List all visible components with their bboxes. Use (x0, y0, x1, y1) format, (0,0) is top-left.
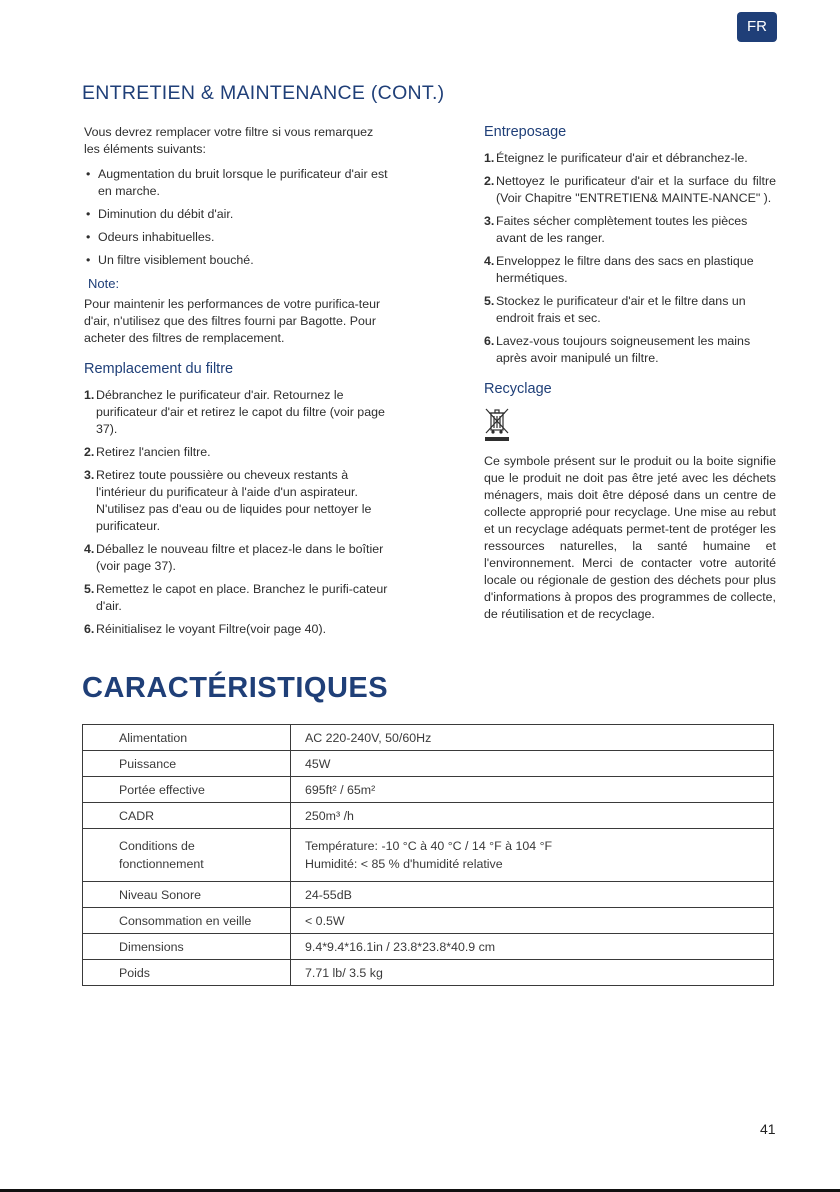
list-item: • Odeurs inhabituelles. (86, 230, 215, 244)
spec-value: 250m³ /h (291, 803, 774, 829)
table-row (83, 934, 774, 960)
spec-key: Puissance (83, 751, 291, 777)
storage-steps (484, 150, 776, 367)
list-item: 2. Retirez l'ancien filtre. (84, 445, 211, 459)
list-item: 6. Lavez-vous toujours soigneusement les mains après avoir manipulé un filtre. (484, 334, 751, 365)
replacement-title: Remplacement du filtre (84, 361, 234, 377)
left-column (84, 124, 392, 644)
spec-value: 7.71 lb/ 3.5 kg (291, 960, 774, 986)
spec-value: AC 220-240V, 50/60Hz (291, 725, 774, 751)
spec-key: Poids (83, 960, 291, 986)
recycling-title: Recyclage (484, 381, 552, 397)
spec-value: 24-55dB (291, 882, 774, 908)
spec-key: Conditions de fonctionnement (83, 829, 291, 882)
list-item: 5. Remettez le capot en place. Branchez le purifi-cateur d'air. (84, 582, 388, 613)
list-item: 4. Enveloppez le filtre dans des sacs en plastique hermétiques. (484, 254, 754, 285)
table-row (83, 829, 774, 882)
section-title: ENTRETIEN & MAINTENANCE (CONT.) (82, 82, 445, 104)
list-item: 1. Éteignez le purificateur d'air et débranchez-le. (484, 151, 748, 165)
list-item: 4. Déballez le nouveau filtre et placez-le dans le boîtier (voir page 37). (84, 542, 384, 573)
list-item: 6. Réinitialisez le voyant Filtre(voir page 40). (84, 622, 327, 636)
specs-table (82, 724, 774, 986)
right-column (484, 124, 776, 631)
list-item: 1. Débranchez le purificateur d'air. Retournez le purificateur d'air et retirez le capot du filtre (voir page 37). (84, 388, 385, 436)
spec-key: Consommation en veille (83, 908, 291, 934)
spec-value: Température: -10 °C à 40 °C / 14 °F à 104 °F Humidité: < 85 % d'humidité relative (291, 829, 774, 882)
table-row (83, 777, 774, 803)
specs-title: CARACTÉRISTIQUES (82, 672, 389, 704)
spec-value: 695ft² / 65m² (291, 777, 774, 803)
spec-value: 9.4*9.4*16.1in / 23.8*23.8*40.9 cm (291, 934, 774, 960)
spec-key: Dimensions (83, 934, 291, 960)
signs-list (84, 166, 392, 269)
table-row (83, 803, 774, 829)
list-item: • Un filtre visiblement bouché. (86, 253, 254, 267)
note-label: Note: (88, 276, 120, 291)
table-row (83, 725, 774, 751)
list-item: • Augmentation du bruit lorsque le purificateur d'air est en marche. (86, 167, 388, 198)
spec-value: < 0.5W (291, 908, 774, 934)
language-badge: FR (737, 12, 777, 42)
table-row (83, 908, 774, 934)
recycling-text: Ce symbole présent sur le produit ou la boite signifie que le produit ne doit pas être jeté avec les déchets ménagers, mais doit être déposé dans un centre de collecte approprié pour recyclage. Une mise au rebut et un recyclage adéquats permet-tent de protéger les ressources naturelles, la santé humaine et l'environnement. Merci de contacter votre autorité locale ou régionale de gestion des déchets pour plus d'informations à propos des programmes de collecte, de réutilisation et de recyclage. (484, 454, 776, 621)
list-item: 5. Stockez le purificateur d'air et le filtre dans un endroit frais et sec. (484, 294, 746, 325)
list-item: 2. Nettoyez le purificateur d'air et la surface du filtre (Voir Chapitre "ENTRETIEN& MAINTE-NANCE" ). (484, 174, 776, 205)
crossed-out-bin-icon (484, 407, 510, 441)
note-text: Pour maintenir les performances de votre purifica-teur d'air, n'utilisez que des filtres fourni par Bagotte. Pour acheter des filtres de remplacement. (84, 297, 381, 345)
spec-key: Alimentation (83, 725, 291, 751)
spec-key: Niveau Sonore (83, 882, 291, 908)
list-item: 3. Faites sécher complètement toutes les pièces avant de les ranger. (484, 214, 748, 245)
spec-value: 45W (291, 751, 774, 777)
table-row (83, 882, 774, 908)
table-row (83, 960, 774, 986)
intro-text: Vous devrez remplacer votre filtre si vous remarquez les éléments suivants: (84, 125, 374, 156)
spec-key: Portée effective (83, 777, 291, 803)
replacement-steps (84, 387, 392, 638)
list-item: • Diminution du débit d'air. (86, 207, 234, 221)
spec-key: CADR (83, 803, 291, 829)
page-number: 41 (760, 1121, 776, 1137)
table-row (83, 751, 774, 777)
storage-title: Entreposage (484, 124, 567, 140)
list-item: 3. Retirez toute poussière ou cheveux restants à l'intérieur du purificateur à l'aide d'un aspirateur. N'utilisez pas d'eau ou de liquides pour nettoyer le purificateur. (84, 468, 372, 533)
